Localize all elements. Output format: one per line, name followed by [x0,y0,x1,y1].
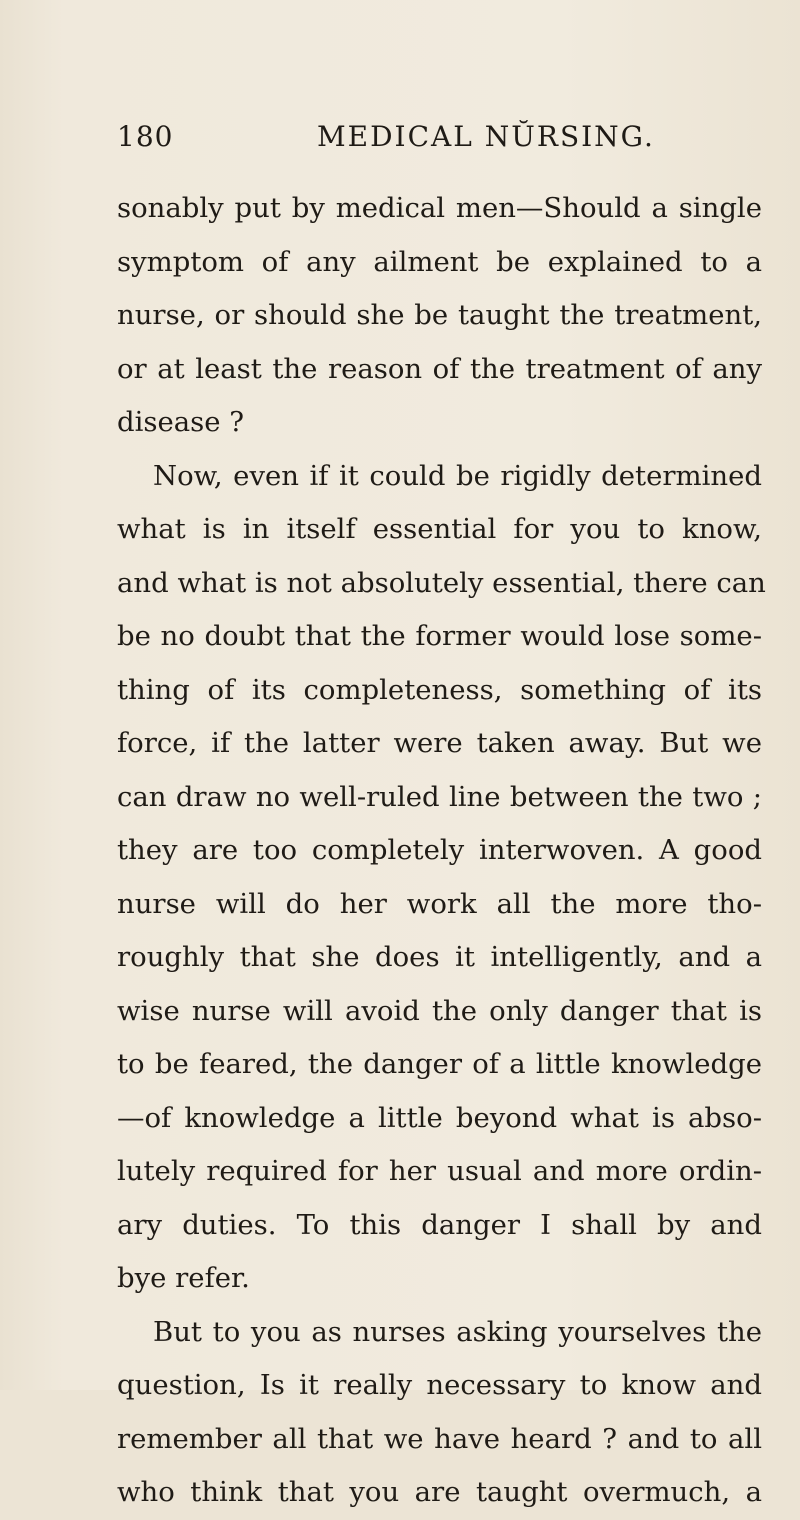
running-head: MEDICAL NŬRSING. [317,120,655,153]
text-line: they are too completely interwoven. A good [117,834,762,866]
text-line: roughly that she does it intelligently, and a [117,941,762,973]
text-line: Now, even if it could be rigidly determined [153,459,762,492]
text-line: be no doubt that the former would lose some- [117,620,762,652]
text-line: symptom of any ailment be explained to a [117,245,762,278]
page-header [117,120,757,164]
page-number: 180 [117,120,174,153]
text-line: nurse will do her work all the more tho- [117,887,762,920]
text-line: wise nurse will avoid the only danger that is [117,994,762,1027]
text-line: to be feared, the danger of a little knowledge [117,1048,762,1080]
text-line: who think that you are taught overmuch, a [117,1476,762,1508]
text-line: nurse, or should she be taught the treatment, [117,299,762,331]
text-line: lutely required for her usual and more ordin- [117,1155,762,1187]
text-line: force, if the latter were taken away. But we [117,727,762,759]
text-line: question, Is it really necessary to know and [117,1369,762,1401]
text-line: bye refer. [117,1262,250,1294]
text-line: and what is not absolutely essential, there can [117,566,766,599]
text-line: thing of its completeness, something of its [117,673,762,706]
body-text [117,182,766,1520]
text-line: But to you as nurses asking yourselves the [153,1315,762,1348]
text-line: what is in itself essential for you to know, [117,513,762,545]
text-line: or at least the reason of the treatment of any [117,352,762,385]
text-line: sonably put by medical men—Should a single [117,192,762,224]
text-line: ary duties. To this danger I shall by and [117,1208,762,1241]
text-line: can draw no well-ruled line between the two ; [117,780,762,813]
text-line: disease ? [117,406,245,438]
text-line: —of knowledge a little beyond what is abso- [117,1101,762,1134]
text-line: remember all that we have heard ? and to all [117,1422,762,1455]
